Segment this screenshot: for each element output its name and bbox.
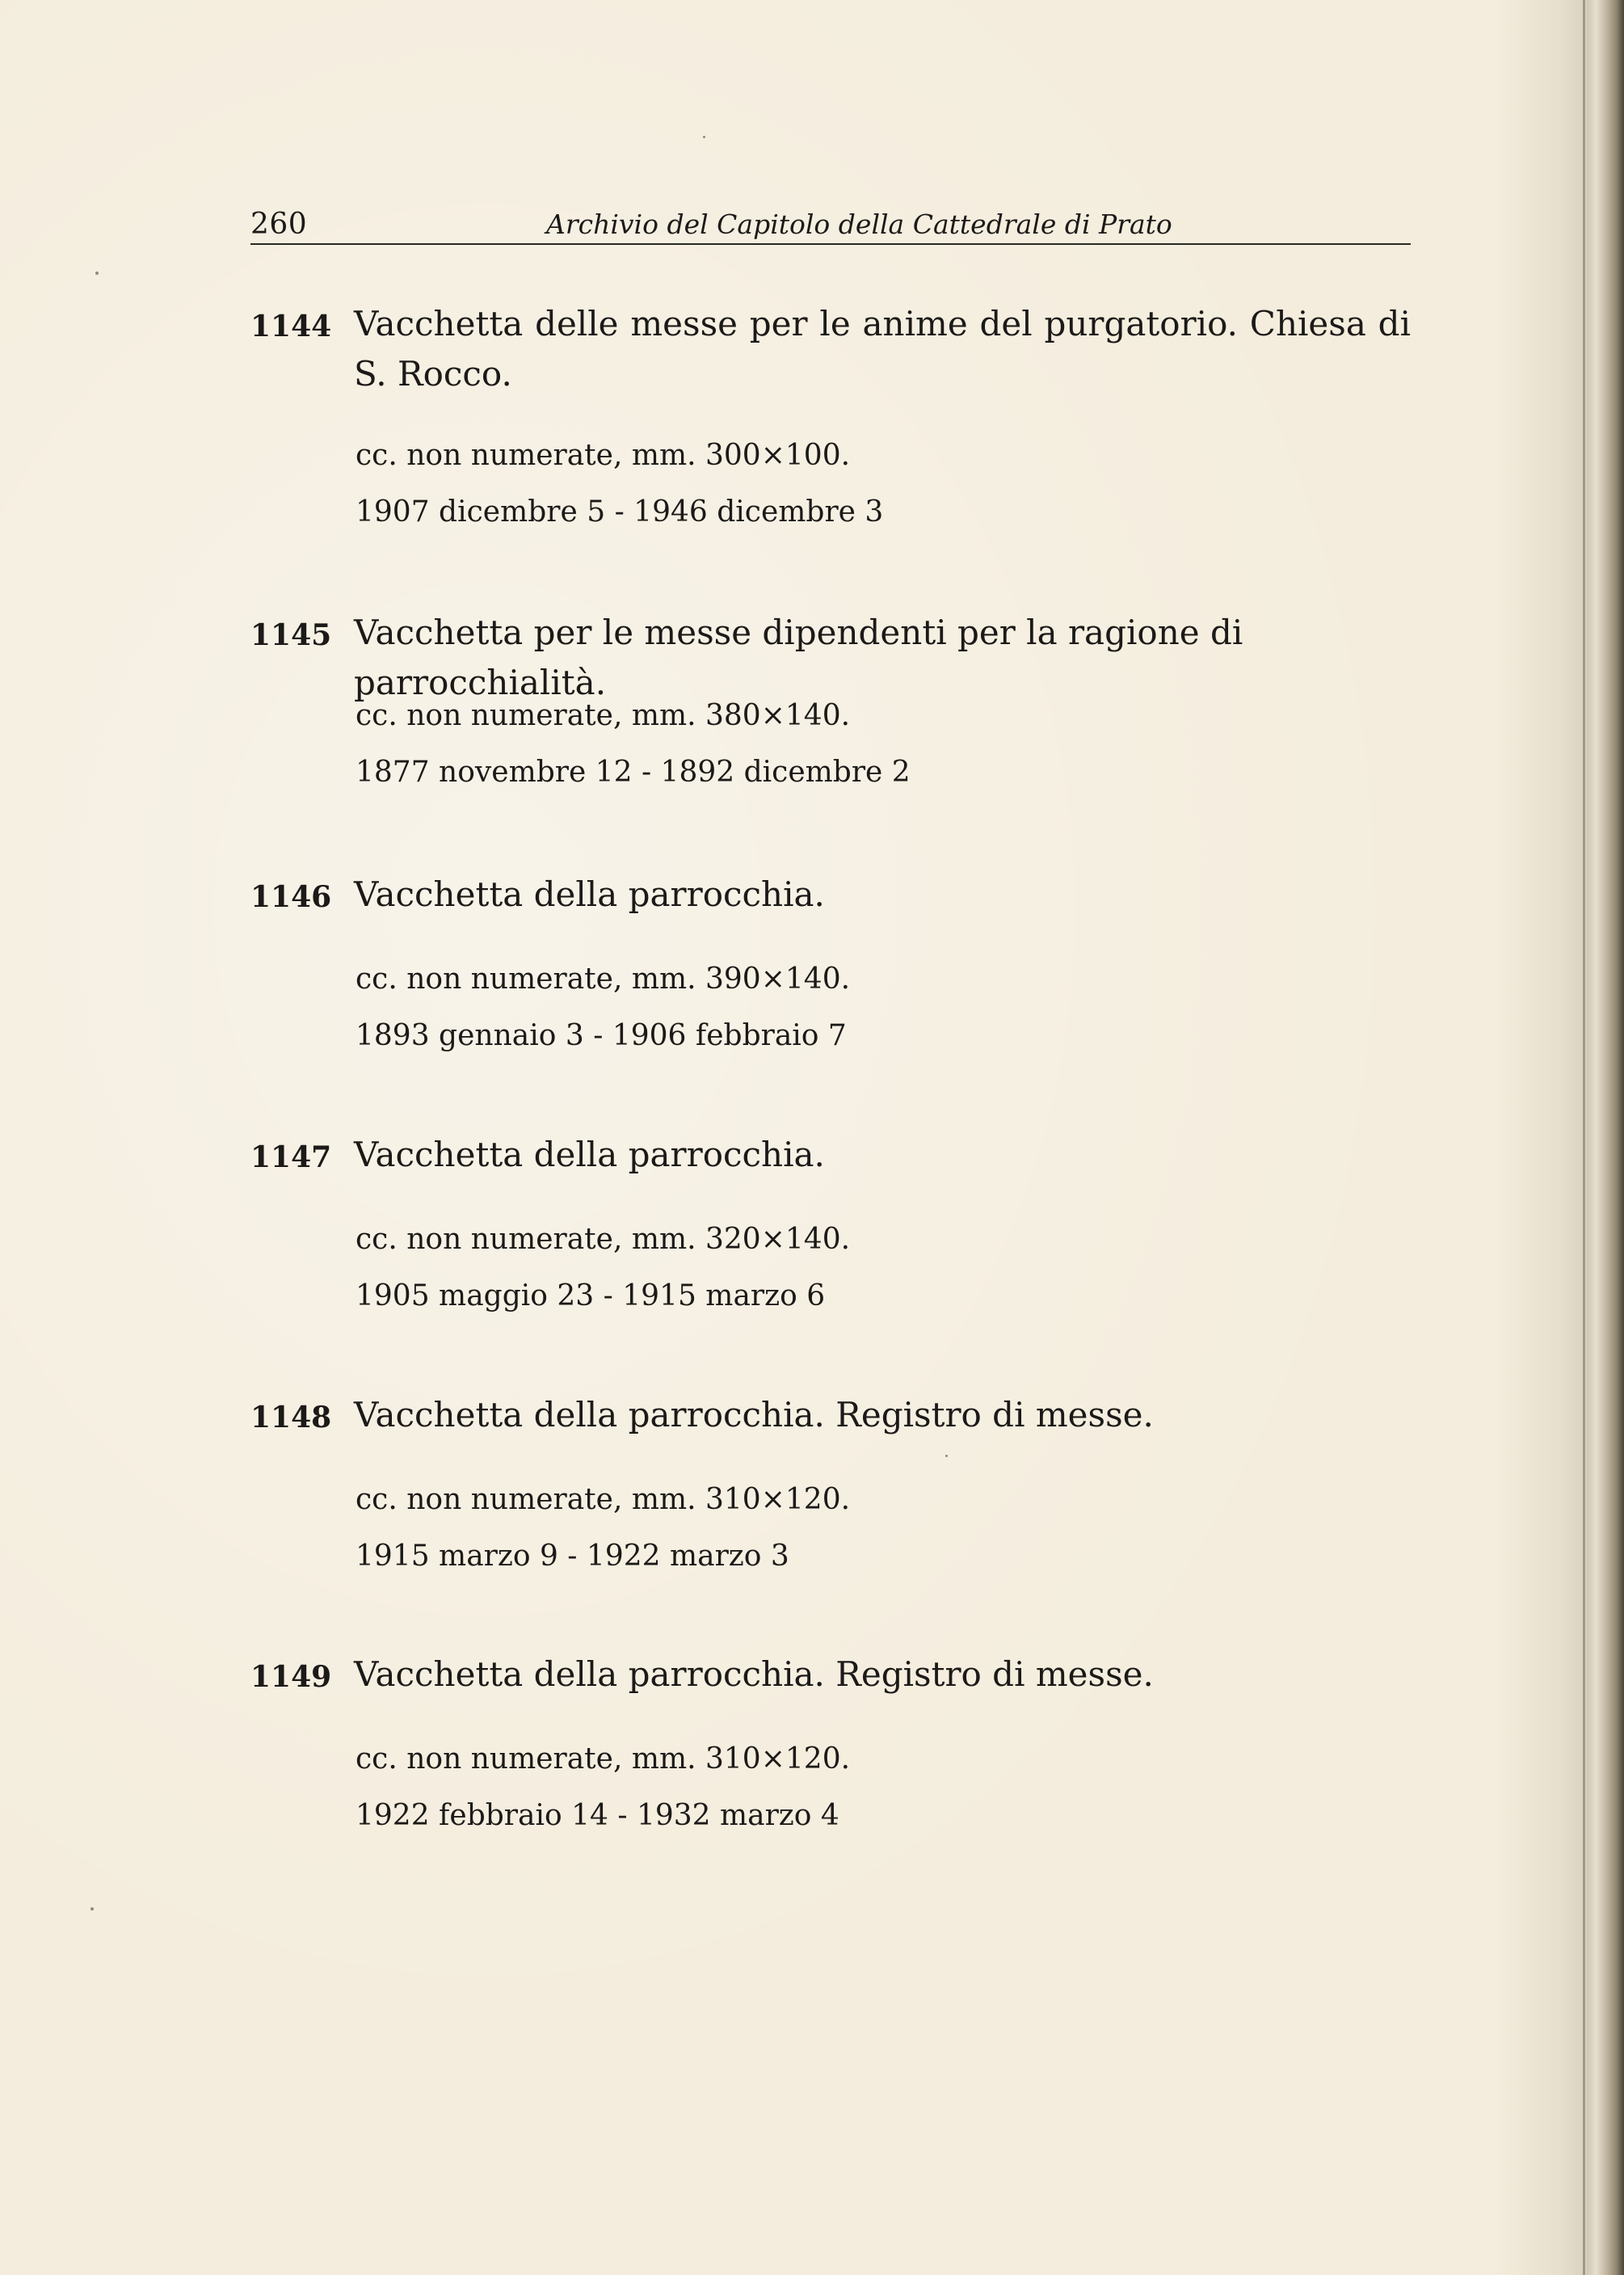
entry-title: Vacchetta della parrocchia. Registro di messe. [354,1654,1154,1694]
entry-dates: 1893 gennaio 3 - 1906 febbraio 7 [356,1019,847,1052]
entry-title: Vacchetta delle messe per le anime del purgatorio. Chiesa di S. Rocco. [354,304,1411,394]
page-edge-binding [1587,0,1624,2275]
catalog-entry [250,608,1411,802]
entry-title: Vacchetta per le messe dipendenti per la ragione di parrocchialità. [354,613,1243,702]
catalog-entry [250,1130,1411,1324]
page-number: 260 [250,208,308,241]
entry-number: 1148 [250,1401,332,1435]
entry-title: Vacchetta della parrocchia. [354,1135,825,1174]
entry-description: cc. non numerate, mm. 390×140. [356,963,851,996]
entry-title: Vacchetta della parrocchia. [354,874,825,914]
entry-dates: 1877 novembre 12 - 1892 dicembre 2 [356,756,911,789]
entry-dates: 1922 febbraio 14 - 1932 marzo 4 [356,1799,839,1832]
entry-number: 1146 [250,880,332,914]
entry-number: 1145 [250,618,332,652]
catalog-entry [250,870,1411,1064]
catalog-entry [250,299,1411,541]
entry-description: cc. non numerate, mm. 310×120. [356,1742,851,1776]
page-edge-line [1583,0,1585,2275]
entry-dates: 1915 marzo 9 - 1922 marzo 3 [356,1540,789,1573]
entry-dates: 1907 dicembre 5 - 1946 dicembre 3 [356,495,884,529]
running-title: Archivio del Capitolo della Cattedrale di Prato [546,209,1172,240]
entry-dates: 1905 maggio 23 - 1915 marzo 6 [356,1279,826,1312]
entry-number: 1144 [250,310,332,343]
entry-number: 1147 [250,1140,332,1174]
catalog-entry [250,1390,1411,1584]
entry-description: cc. non numerate, mm. 320×140. [356,1223,851,1256]
entry-description: cc. non numerate, mm. 310×120. [356,1483,851,1516]
entry-description: cc. non numerate, mm. 380×140. [356,699,851,732]
entry-number: 1149 [250,1660,332,1694]
catalog-entry [250,1649,1411,1843]
entry-description: cc. non numerate, mm. 300×100. [356,439,851,472]
entry-title: Vacchetta della parrocchia. Registro di messe. [354,1395,1154,1435]
